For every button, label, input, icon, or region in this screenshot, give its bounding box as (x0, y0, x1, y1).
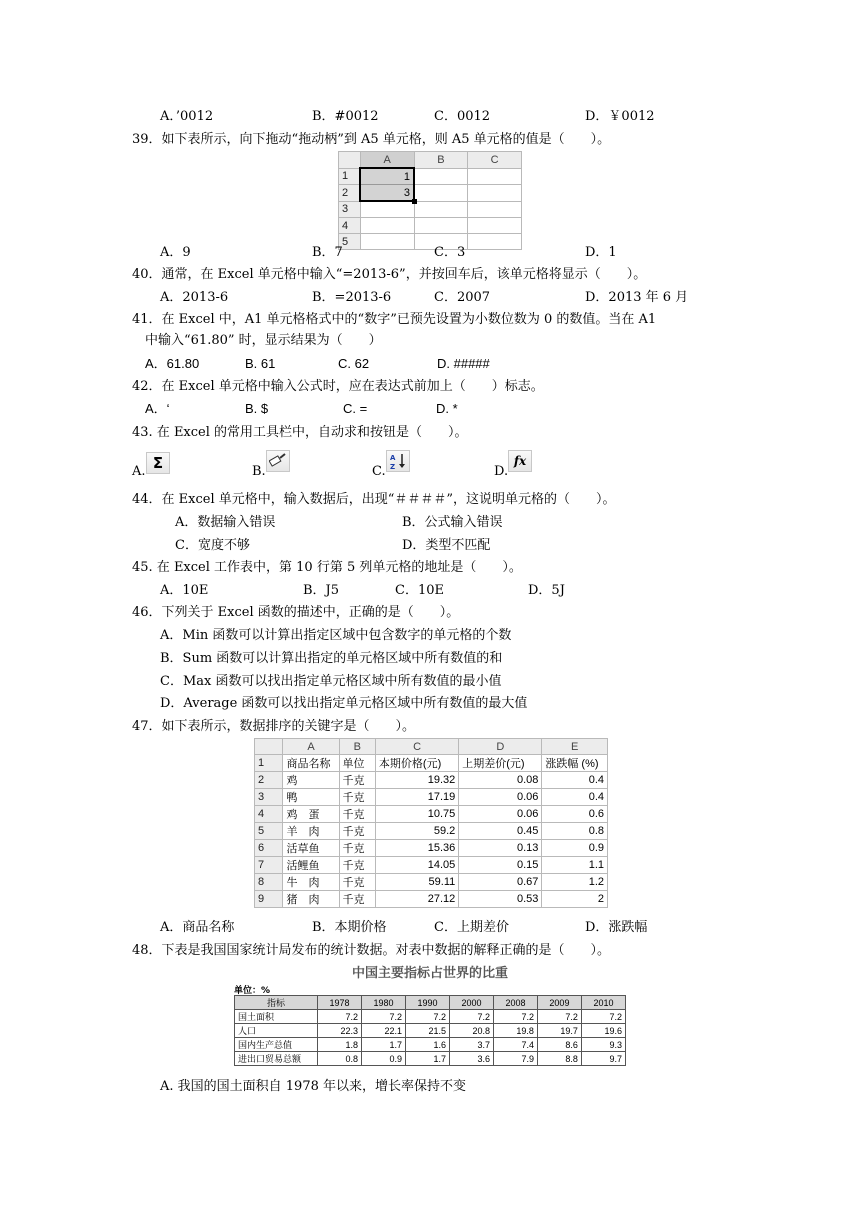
row-header: 2 (255, 772, 283, 789)
table-cell: 19.8 (493, 1024, 537, 1038)
table-row (255, 891, 608, 908)
table-cell: 0.08 (459, 772, 542, 789)
q47-option-a: A．商品名称 (160, 920, 235, 935)
table-header-cell: 2009 (537, 996, 581, 1010)
q43-option-c: C. (372, 464, 386, 479)
table-cell: 1.7 (362, 1038, 406, 1052)
table-cell: 活草鱼 (283, 840, 339, 857)
table-cell: 59.11 (375, 874, 458, 891)
table-row (235, 1024, 626, 1038)
cell (414, 168, 468, 185)
q48-stat-table (234, 995, 626, 1066)
q48-table-title: 中国主要指标占世界的比重 (351, 966, 508, 981)
q40-option-b: B．=2013-6 (312, 290, 392, 305)
q39-option-d: D．1 (585, 245, 617, 260)
q46-question: 46．下列关于 Excel 函数的描述中，正确的是（ ）。 (132, 605, 460, 620)
q41-option-c: C. 62 (338, 356, 370, 371)
format-painter-icon (266, 450, 290, 472)
table-cell: 0.6 (542, 806, 608, 823)
table-cell: 千克 (339, 874, 375, 891)
col-header-b: B (414, 152, 468, 169)
table-cell: 7.2 (318, 1010, 362, 1024)
q48-unit: 单位：% (234, 986, 271, 996)
table-row (255, 823, 608, 840)
table-row (255, 874, 608, 891)
table-cell: 0.15 (459, 857, 542, 874)
q39-option-a: A．9 (160, 245, 191, 260)
table-cell: 1.8 (318, 1038, 362, 1052)
header-cell: 上期差价(元) (459, 755, 542, 772)
table-cell: 9.7 (581, 1052, 625, 1066)
table-row (255, 840, 608, 857)
header-cell: 涨跌幅 (%) (542, 755, 608, 772)
header-cell: 商品名称 (283, 755, 339, 772)
cell (360, 218, 414, 234)
q44-option-a: A．数据输入错误 (175, 515, 276, 530)
table-cell: 鸭 (283, 789, 339, 806)
q45-option-d: D．5J (528, 583, 565, 598)
table-cell: 牛 肉 (283, 874, 339, 891)
q46-option-a: A．Min 函数可以计算出指定区域中包含数字的单元格的个数 (160, 628, 512, 643)
q46-option-d: D．Average 函数可以找出指定单元格区域中所有数值的最大值 (160, 696, 528, 711)
row-header: 1 (339, 168, 361, 185)
col-header-b: B (339, 739, 375, 755)
table-cell: 7.4 (493, 1038, 537, 1052)
table-cell: 7.2 (362, 1010, 406, 1024)
table-cell: 9.3 (581, 1038, 625, 1052)
table-row (255, 857, 608, 874)
table-cell: 鸡 (283, 772, 339, 789)
table-cell: 19.32 (375, 772, 458, 789)
table-cell: 0.13 (459, 840, 542, 857)
corner-cell (255, 739, 283, 755)
col-header-a: A (283, 739, 339, 755)
table-header-cell: 2000 (449, 996, 493, 1010)
sigma-icon (146, 452, 170, 474)
table-cell: 59.2 (375, 823, 458, 840)
row-header: 3 (255, 789, 283, 806)
col-header-a: A (360, 152, 414, 169)
row-header: 6 (255, 840, 283, 857)
cell (468, 185, 522, 202)
cell-a2 (360, 185, 414, 202)
col-header-c: C (468, 152, 522, 169)
q41-option-d: D. ##### (437, 356, 490, 371)
table-header-cell: 1978 (318, 996, 362, 1010)
q48-question: 48．下表是我国国家统计局发布的统计数据。对表中数据的解释正确的是（ ）。 (132, 943, 611, 958)
q45-question: 45. 在 Excel 工作表中，第 10 行第 5 列单元格的地址是（ ）。 (132, 560, 522, 575)
row-header: 8 (255, 874, 283, 891)
table-cell: 8.6 (537, 1038, 581, 1052)
cell (468, 234, 522, 250)
table-cell: 国内生产总值 (235, 1038, 318, 1052)
q42-question: 42．在 Excel 单元格中输入公式时，应在表达式前加上（ ）标志。 (132, 379, 544, 394)
table-cell: 千克 (339, 789, 375, 806)
q44-option-d: D．类型不匹配 (402, 538, 491, 553)
header-cell: 本期价格(元) (375, 755, 458, 772)
corner-cell (339, 152, 361, 169)
q43-option-d: D. (494, 464, 509, 479)
table-cell: 22.1 (362, 1024, 406, 1038)
table-cell: 7.2 (406, 1010, 450, 1024)
q44-option-c: C．宽度不够 (175, 538, 250, 553)
q43-question: 43. 在 Excel 的常用工具栏中，自动求和按钮是（ ）。 (132, 425, 468, 440)
fill-handle[interactable] (412, 199, 417, 204)
q40-option-d: D．2013 年 6 月 (585, 290, 689, 305)
col-header-d: D (459, 739, 542, 755)
function-icon (508, 450, 532, 472)
table-cell: 22.3 (318, 1024, 362, 1038)
table-cell: 羊 肉 (283, 823, 339, 840)
table-header-cell: 1980 (362, 996, 406, 1010)
table-row (255, 772, 608, 789)
table-cell: 7.2 (537, 1010, 581, 1024)
table-cell: 0.06 (459, 806, 542, 823)
q38-option-d: D．￥0012 (585, 109, 655, 124)
table-cell: 0.4 (542, 772, 608, 789)
table-row (235, 1038, 626, 1052)
table-cell: 千克 (339, 857, 375, 874)
q44-question: 44．在 Excel 单元格中，输入数据后，出现“＃＃＃＃”，这说明单元格的（ ）。 (132, 492, 616, 507)
table-cell: 21.5 (406, 1024, 450, 1038)
table-cell: 千克 (339, 891, 375, 908)
table-cell: 15.36 (375, 840, 458, 857)
table-cell: 0.45 (459, 823, 542, 840)
q40-option-c: C．2007 (434, 290, 491, 305)
table-cell: 3.6 (449, 1052, 493, 1066)
table-cell: 7.2 (449, 1010, 493, 1024)
table-cell: 0.4 (542, 789, 608, 806)
table-cell: 19.7 (537, 1024, 581, 1038)
table-cell: 7.9 (493, 1052, 537, 1066)
table-row (255, 789, 608, 806)
row-header: 3 (339, 201, 361, 218)
q39-sheet (338, 151, 522, 250)
table-cell: 进出口贸易总额 (235, 1052, 318, 1066)
table-header-cell: 1990 (406, 996, 450, 1010)
table-cell: 0.06 (459, 789, 542, 806)
table-cell: 活鲤鱼 (283, 857, 339, 874)
q44-option-b: B．公式输入错误 (402, 515, 503, 530)
row-header: 5 (255, 823, 283, 840)
table-cell: 0.9 (362, 1052, 406, 1066)
table-cell: 10.75 (375, 806, 458, 823)
cell (360, 201, 414, 218)
q42-option-c: C. = (343, 401, 368, 416)
svg-text:Z: Z (390, 463, 396, 470)
q42-option-a: A．‘ (145, 401, 170, 416)
q39-question: 39．如下表所示，向下拖动“拖动柄”到 A5 单元格，则 A5 单元格的值是（ ）。 (132, 132, 611, 147)
cell-a1: 1 (360, 168, 414, 185)
sigma-glyph: Σ (152, 454, 164, 472)
q41-option-b: B. 61 (245, 356, 276, 371)
table-cell: 2 (542, 891, 608, 908)
cell (360, 234, 414, 250)
table-cell: 7.2 (493, 1010, 537, 1024)
table-row (235, 1010, 626, 1024)
q43-option-a: A. (132, 464, 146, 479)
table-cell: 1.2 (542, 874, 608, 891)
table-header-cell: 2010 (581, 996, 625, 1010)
table-cell: 千克 (339, 823, 375, 840)
table-cell: 14.05 (375, 857, 458, 874)
table-cell: 1.7 (406, 1052, 450, 1066)
q41-question-line1: 41．在 Excel 中，A1 单元格格式中的“数字”已预先设置为小数位数为 0 的数值。当在 A1 (132, 312, 657, 327)
table-header-cell: 2008 (493, 996, 537, 1010)
table-row (255, 806, 608, 823)
table-cell: 1.1 (542, 857, 608, 874)
table-cell: 千克 (339, 840, 375, 857)
q42-option-b: B. $ (245, 401, 269, 416)
table-header-cell: 指标 (235, 996, 318, 1010)
table-cell: 19.6 (581, 1024, 625, 1038)
row-header: 1 (255, 755, 283, 772)
row-header: 2 (339, 185, 361, 202)
q40-option-a: A．2013-6 (160, 290, 229, 305)
q40-question: 40．通常，在 Excel 单元格中输入“=2013-6”，并按回车后，该单元格将显示（ ）。 (132, 267, 647, 282)
table-cell: 国土面积 (235, 1010, 318, 1024)
table-cell: 1.6 (406, 1038, 450, 1052)
table-cell: 鸡 蛋 (283, 806, 339, 823)
table-cell: 人口 (235, 1024, 318, 1038)
q39-option-b: B．7 (312, 245, 343, 260)
table-row (235, 1052, 626, 1066)
table-cell: 0.67 (459, 874, 542, 891)
row-header: 4 (339, 218, 361, 234)
q45-option-c: C．10E (395, 583, 444, 598)
table-cell: 千克 (339, 772, 375, 789)
cell (414, 185, 468, 202)
q46-option-c: C．Max 函数可以找出指定单元格区域中所有数值的最小值 (160, 674, 502, 689)
q47-option-c: C．上期差价 (434, 920, 509, 935)
row-header: 5 (339, 234, 361, 250)
q38-option-c: C．0012 (434, 109, 491, 124)
cell (414, 201, 468, 218)
cell-a2-value: 3 (403, 186, 411, 199)
q46-option-b: B．Sum 函数可以计算出指定的单元格区域中所有数值的和 (160, 651, 503, 666)
cell (414, 218, 468, 234)
sort-ascending-icon (386, 450, 410, 472)
q43-option-b: B. (252, 464, 266, 479)
table-cell: 0.9 (542, 840, 608, 857)
header-cell: 单位 (339, 755, 375, 772)
table-cell: 8.8 (537, 1052, 581, 1066)
row-header: 9 (255, 891, 283, 908)
table-cell: 27.12 (375, 891, 458, 908)
cell (468, 201, 522, 218)
q48-option-a: A. 我国的国土面积自 1978 年以来，增长率保持不变 (160, 1079, 467, 1094)
function-glyph: fx (513, 454, 527, 468)
cell (468, 218, 522, 234)
q41-option-a: A．61.80 (145, 356, 200, 371)
table-cell: 猪 肉 (283, 891, 339, 908)
q47-question: 47．如下表所示，数据排序的关键字是（ ）。 (132, 719, 416, 734)
table-cell: 17.19 (375, 789, 458, 806)
table-cell: 3.7 (449, 1038, 493, 1052)
row-header: 4 (255, 806, 283, 823)
table-header-row (235, 996, 626, 1010)
cell (468, 168, 522, 185)
table-cell: 0.8 (542, 823, 608, 840)
row-header: 7 (255, 857, 283, 874)
svg-text:A: A (390, 454, 396, 462)
table-cell: 千克 (339, 806, 375, 823)
q42-option-d: D. * (436, 401, 458, 416)
q39-option-c: C．3 (434, 245, 466, 260)
q45-option-a: A．10E (160, 583, 209, 598)
table-cell: 7.2 (581, 1010, 625, 1024)
table-cell: 0.53 (459, 891, 542, 908)
table-cell: 0.8 (318, 1052, 362, 1066)
q38-option-b: B．#0012 (312, 109, 379, 124)
q47-option-d: D．涨跌幅 (585, 920, 648, 935)
q41-question-line2: 中输入“61.80” 时，显示结果为（ ） (145, 333, 382, 348)
table-cell: 20.8 (449, 1024, 493, 1038)
col-header-c: C (375, 739, 458, 755)
q47-sheet (254, 738, 608, 908)
q38-option-a: A．’0012 (160, 109, 214, 124)
q45-option-b: B．J5 (303, 583, 340, 598)
q47-option-b: B．本期价格 (312, 920, 387, 935)
col-header-e: E (542, 739, 608, 755)
